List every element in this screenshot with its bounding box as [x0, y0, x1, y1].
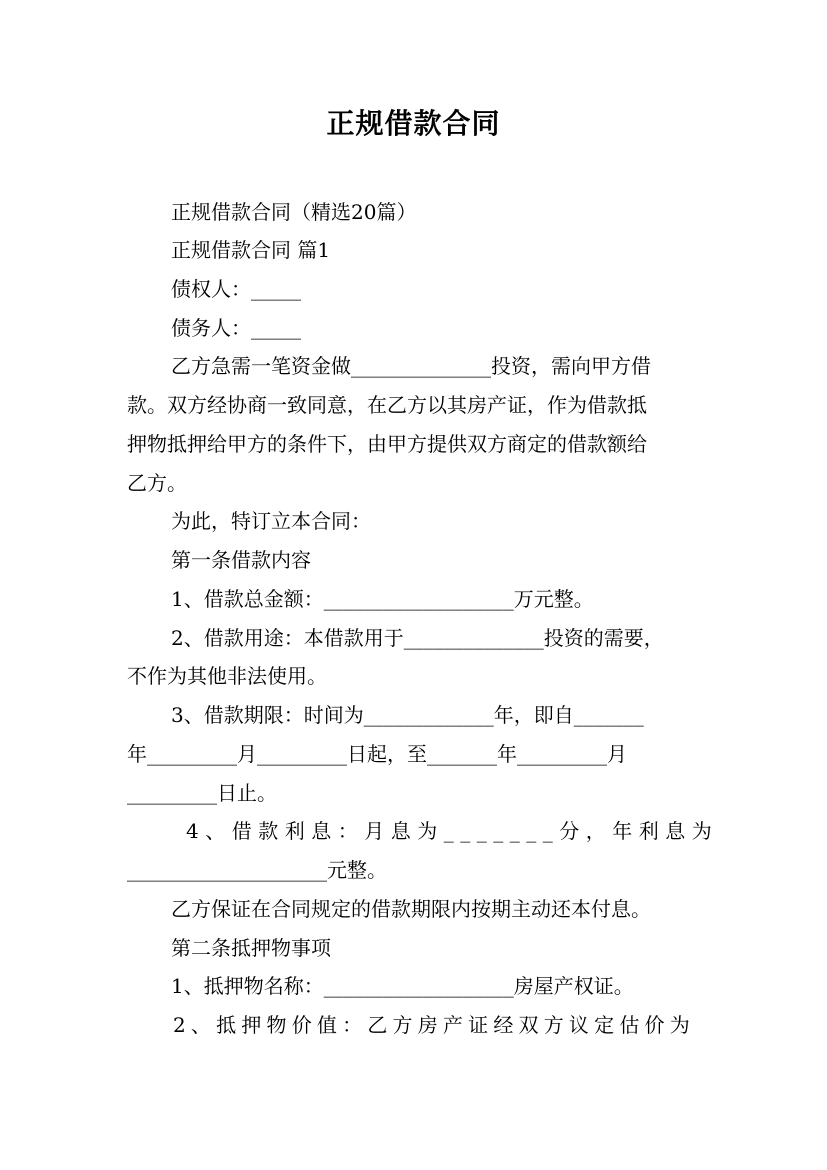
paragraph-debtor: 债务人：_____ [171, 316, 301, 340]
paragraph-body-line: 押物抵押给甲方的条件下，由甲方提供双方商定的借款额给 [127, 432, 647, 456]
clause-line: 2、抵押物价值：乙方房产证经双方议定估价为 [173, 1013, 695, 1037]
article-heading: 第二条抵押物事项 [171, 936, 331, 960]
paragraph-body-line: 款。双方经协商一致同意，在乙方以其房产证，作为借款抵 [127, 393, 647, 417]
paragraph-body-line: 为此，特订立本合同： [171, 509, 371, 533]
clause-line: 乙方保证在合同规定的借款期限内按期主动还本付息。 [171, 897, 651, 921]
paragraph-body-line: 乙方急需一笔资金做______________投资，需向甲方借 [171, 354, 651, 378]
clause-line: ____________________元整。 [127, 858, 387, 882]
paragraph-body-line: 乙方。 [127, 471, 187, 495]
clause-line: 1、借款总金额：___________________万元整。 [171, 587, 594, 611]
clause-line: 不作为其他非法使用。 [127, 664, 327, 688]
clause-line: 2、借款用途：本借款用于______________投资的需要， [171, 626, 664, 650]
document-title: 正规借款合同 [326, 107, 501, 140]
paragraph-subtitle: 正规借款合同（精选20篇） [171, 200, 417, 224]
clause-line: 1、抵押物名称：___________________房屋产权证。 [171, 974, 634, 998]
clause-line: 4、借款利息：月息为_______分，年利息为 [186, 819, 719, 843]
clause-line: _________日止。 [127, 781, 277, 805]
clause-line: 年_________月_________日起，至_______年_________月 [127, 742, 627, 766]
paragraph-section-heading: 正规借款合同 篇1 [171, 238, 331, 262]
clause-line: 3、借款期限：时间为_____________年，即自_______ [171, 703, 644, 727]
article-heading: 第一条借款内容 [171, 548, 311, 572]
paragraph-creditor: 债权人：_____ [171, 277, 301, 301]
